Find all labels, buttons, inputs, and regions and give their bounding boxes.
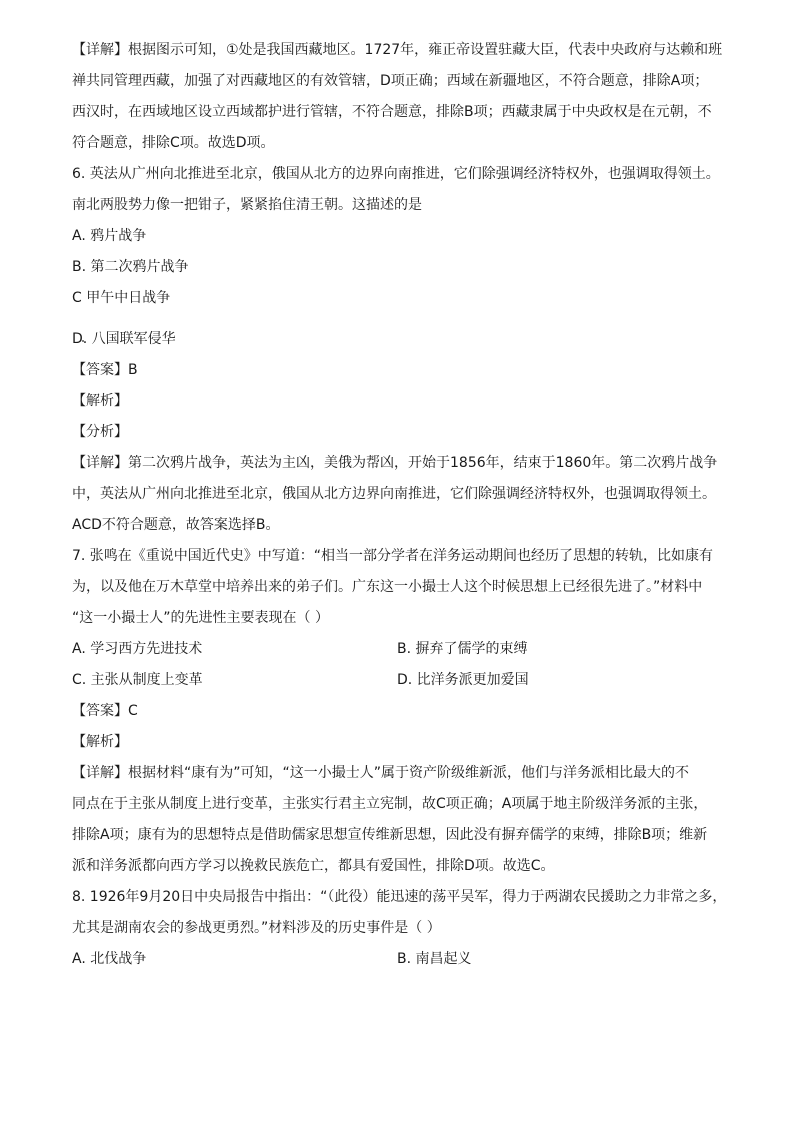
q6-detail-line-1: 【详解】第二次鸦片战争，英法为主凶，美俄为帮凶，开始于1856年，结束于1860年。第二次鸦片战争	[72, 455, 718, 471]
q6-stem-line-1: 6. 英法从广州向北推进至北京，俄国从北方的边界向南推进，它们除强调经济特权外，也强调取得领土。	[72, 166, 720, 182]
q6-option-d: D. 八国联军侵华	[72, 331, 176, 347]
q7-detail-line-4: 派和洋务派都向西方学习以挽救民族危亡，都具有爱国性，排除D项。故选C。	[72, 858, 555, 874]
q7-stem-line-2: 为，以及他在万木草堂中培养出来的弟子们。广东这一小撮士人这个时候思想上已经很先进了。”材料中	[72, 579, 703, 595]
q6-stem-line-2: 南北两股势力像一把钳子，紧紧掐住清王朝。这描述的是	[72, 197, 422, 213]
q7-stem-line-3: “这一小撮士人”的先进性主要表现在（ ）	[72, 610, 329, 626]
q5-detail-line-1: 【详解】根据图示可知，①处是我国西藏地区。1727年，雍正帝设置驻藏大臣，代表中央政府与达赖和班	[72, 42, 723, 58]
q6-analysis-label: 【解析】	[72, 393, 128, 409]
q8-option-a: A. 北伐战争	[72, 951, 147, 967]
q7-option-b: B. 摒弃了儒学的束缚	[397, 641, 528, 657]
q5-detail-line-3: 西汉时，在西域地区设立西域都护进行管辖，不符合题意，排除B项；西藏隶属于中央政权是在元朝，不	[72, 104, 712, 120]
q7-option-d: D. 比洋务派更加爱国	[397, 672, 529, 688]
q5-detail-line-2: 禅共同管理西藏，加强了对西藏地区的有效管辖，D项正确；西域在新疆地区，不符合题意，排除A项；	[72, 73, 709, 89]
q8-option-b: B. 南昌起义	[397, 951, 472, 967]
q7-option-a: A. 学习西方先进技术	[72, 641, 203, 657]
q7-detail-line-1: 【详解】根据材料“康有为”可知，“这一小撮士人”属于资产阶级维新派，他们与洋务派相比最大的不	[72, 765, 690, 781]
q6-option-b: B. 第二次鸦片战争	[72, 259, 189, 275]
q7-answer: 【答案】C	[72, 703, 138, 719]
q7-detail-line-3: 排除A项；康有为的思想特点是借助儒家思想宣传维新思想，因此没有摒弃儒学的束缚，排除B项；维新	[72, 827, 708, 843]
q6-detail-line-3: ACD不符合题意，故答案选择B。	[72, 517, 280, 533]
q7-option-c: C. 主张从制度上变革	[72, 672, 203, 688]
q6-option-c: C 甲午中日战争	[72, 290, 171, 306]
q8-stem-line-2: 尤其是湖南农会的参战更勇烈。”材料涉及的历史事件是（ ）	[72, 920, 441, 936]
q8-stem-line-1: 8. 1926年9月20日中央局报告中指出：“（此役）能迅速的荡平吴军，得力于两湖农民援助之力非常之多，	[72, 889, 727, 905]
q6-option-a: A. 鸦片战争	[72, 228, 147, 244]
q6-answer: 【答案】B	[72, 362, 138, 378]
q7-stem-line-1: 7. 张鸣在《重说中国近代史》中写道：“相当一部分学者在洋务运动期间也经历了思想的转轨，比如康有	[72, 548, 714, 564]
q6-detail-line-2: 中，英法从广州向北推进至北京，俄国从北方边界向南推进，它们除强调经济特权外，也强调取得领土。	[72, 486, 716, 502]
q7-detail-line-2: 同点在于主张从制度上进行变革，主张实行君主立宪制，故C项正确；A项属于地主阶级洋务派的主张，	[72, 796, 708, 812]
q7-analysis-label: 【解析】	[72, 734, 128, 750]
q5-detail-line-4: 符合题意，排除C项。故选D项。	[72, 135, 275, 151]
q6-fenxi-label: 【分析】	[72, 424, 128, 440]
